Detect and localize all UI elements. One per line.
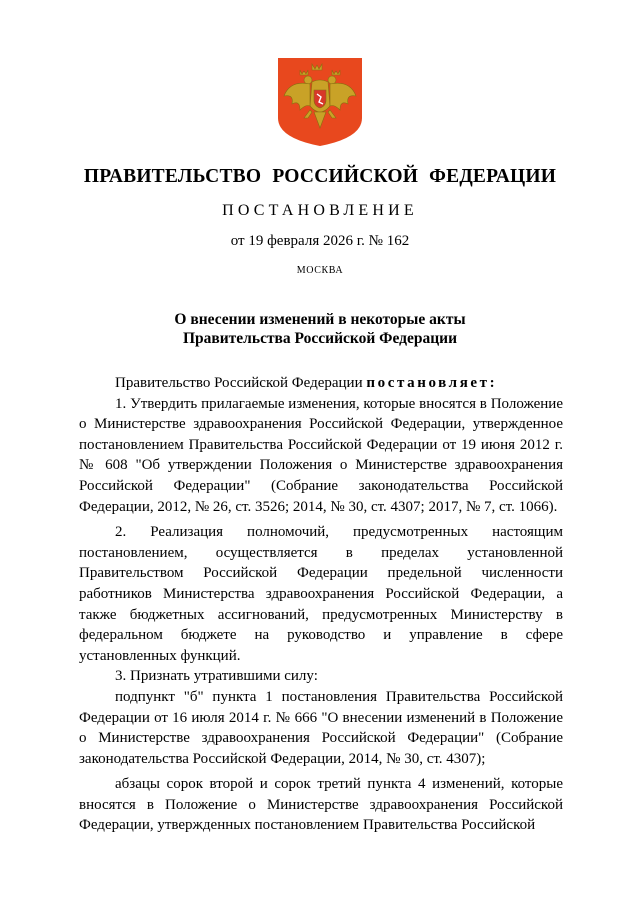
document-subject: [0, 310, 640, 348]
russian-coat-of-arms-icon: [276, 56, 364, 148]
intro-paragraph: [79, 373, 563, 394]
paragraph-5: абзацы сорок второй и сорок третий пункта 4 изменений, которые вносятся в Положение о Министерстве здравоохранения Российской Федерации, утвержденных постановлением Правительства Российской: [79, 776, 563, 834]
government-title: ПРАВИТЕЛЬСТВО РОССИЙСКОЙ ФЕДЕРАЦИИ: [83, 166, 557, 187]
paragraph-1: 1. Утвердить прилагаемые изменения, которые вносятся в Положение о Министерстве здравоохранения Российской Федерации, утвержденное постановлением Правительства Российской Федерации от 19 июня 2012 г. № 608 "Об утверждении Положения о Министерстве здравоохранения Российской Федерации" (Собрание законодательства Российской Федерации, 2012, № 26, ст. 3526; 2014, № 30, ст. 4307; 2017, № 7, ст. 1066).: [79, 395, 563, 515]
document-city: МОСКВА: [296, 265, 344, 276]
intro-text: Правительство Российской Федерации: [115, 375, 367, 391]
paragraph-4: подпункт "б" пункта 1 постановления Правительства Российской Федерации от 16 июля 2014 г. № 666 "О внесении изменений в Положение о Министерстве здравоохранения Российской Федерации" (Собрание законодательства Российской Федерации, 2014, № 30, ст. 4307);: [79, 688, 563, 767]
intro-resolves: постановляет:: [366, 375, 498, 391]
subject-line-1: О внесении изменений в некоторые акты: [174, 311, 466, 328]
paragraph-3: 3. Признать утратившими силу:: [115, 668, 318, 685]
subject-line-2: Правительства Российской Федерации: [182, 330, 458, 347]
document-date-number: от 19 февраля 2026 г. № 162: [230, 233, 410, 249]
paragraph-2: 2. Реализация полномочий, предусмотренных настоящим постановлением, осуществляется в пределах установленной Правительством Российской Федерации предельной численности работников Министерства здравоохранения Российской Федерации, а также бюджетных ассигнований, предусмотренных Министерству в федеральном бюджете на руководство и управление в сфере установленных функций.: [79, 524, 563, 664]
document-body: [79, 373, 563, 836]
document-type: ПОСТАНОВЛЕНИЕ: [222, 202, 418, 219]
